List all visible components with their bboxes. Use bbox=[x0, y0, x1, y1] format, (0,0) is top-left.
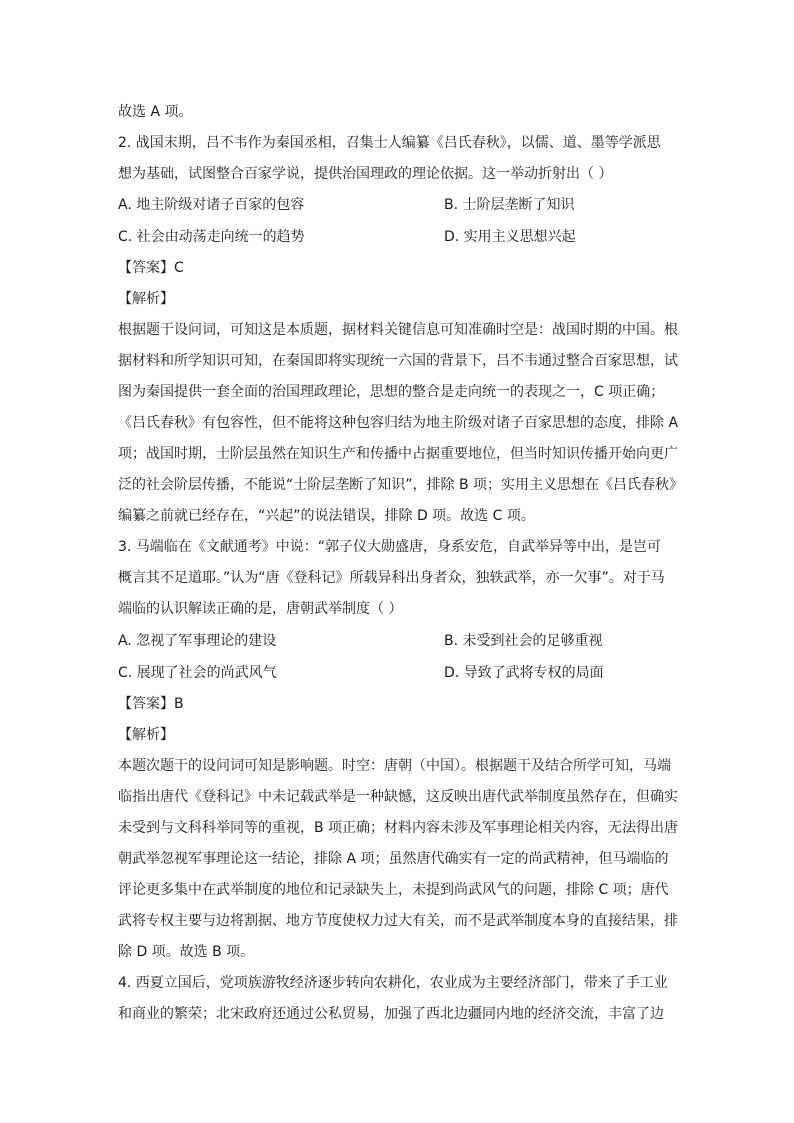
option-a: A. 地主阶级对诸子百家的包容 bbox=[118, 197, 305, 213]
analysis-label: 【解析】 bbox=[118, 291, 174, 307]
text-line: 据材料和所学知识可知，在秦国即将实现统一六国的背景下，吕不韦通过整合百家思想，试 bbox=[118, 353, 678, 369]
question-3-stem: 端临的认识解读正确的是，唐朝武举制度（ ） bbox=[118, 601, 403, 617]
text-line: 《吕氏春秋》有包容性，但不能将这种包容归结为地主阶级对诸子百家思想的态度，排除 A bbox=[118, 415, 679, 431]
question-4-stem: 4. 西夏立国后，党项族游牧经济逐步转向农耕化，农业成为主要经济部门，带来了手工业 bbox=[118, 975, 668, 991]
text-line: 泛的社会阶层传播，不能说“士阶层垄断了知识”，排除 B 项；实用主义思想在《吕氏春秋》 bbox=[118, 477, 684, 493]
option-d: D. 实用主义思想兴起 bbox=[444, 229, 576, 245]
text-line: 武将专权主要与边将割据、地方节度使权力过大有关，而不是武举制度本身的直接结果，排 bbox=[118, 913, 678, 929]
option-b: B. 士阶层垄断了知识 bbox=[444, 197, 575, 213]
text-line: 图为秦国提供一套全面的治国理政理论，思想的整合是走向统一的表现之一，C 项正确； bbox=[118, 384, 665, 400]
text-line: 未受到与文科科举同等的重视，B 项正确；材料内容未涉及军事理论相关内容，无法得出唐 bbox=[118, 820, 679, 836]
question-4-stem: 和商业的繁荣；北宋政府还通过公私贸易，加强了西北边疆同内地的经济交流，丰富了边 bbox=[118, 1006, 664, 1022]
option-a: A. 忽视了军事理论的建设 bbox=[118, 633, 277, 649]
text-line: 项；战国时期，士阶层虽然在知识生产和传播中占据重要地位，但当时知识传播开始向更广 bbox=[118, 446, 678, 462]
text-line: 故选 A 项。 bbox=[118, 104, 193, 120]
text-line: 除 D 项。故选 B 项。 bbox=[118, 944, 255, 960]
question-3-stem: 概言其不足道耶。”认为“唐《登科记》所载异科出身者众，独轶武举，亦一欠事”。对于马 bbox=[118, 570, 665, 586]
text-line: 临指出唐代《登科记》中未记载武举是一种缺憾，这反映出唐代武举制度虽然存在，但确实 bbox=[118, 789, 678, 805]
answer-label: 【答案】C bbox=[118, 260, 184, 276]
question-3-stem: 3. 马端临在《文献通考》中说：“郭子仪大勋盛唐，身系安危，自武举异等中出，是岂可 bbox=[118, 539, 662, 555]
text-line: 根据题干设问词，可知这是本质题，据材料关键信息可知准确时空是：战国时期的中国。根 bbox=[118, 322, 678, 338]
answer-label: 【答案】B bbox=[118, 696, 184, 712]
option-b: B. 未受到社会的足够重视 bbox=[444, 633, 603, 649]
option-d: D. 导致了武将专权的局面 bbox=[444, 665, 604, 681]
text-line: 评论更多集中在武举制度的地位和记录缺失上，未提到尚武风气的问题，排除 C 项；唐代 bbox=[118, 882, 669, 898]
text-line: 编纂之前就已经存在，“兴起”的说法错误，排除 D 项。故选 C 项。 bbox=[118, 508, 535, 524]
text-line: 朝武举忽视军事理论这一结论，排除 A 项；虽然唐代确实有一定的尚武精神，但马端临的 bbox=[118, 851, 669, 867]
question-2-stem: 2. 战国末期，吕不韦作为秦国丞相，召集士人编纂《吕氏春秋》，以儒、道、墨等学派思 bbox=[118, 135, 661, 151]
option-c: C. 社会由动荡走向统一的趋势 bbox=[118, 229, 305, 245]
option-c: C. 展现了社会的尚武风气 bbox=[118, 665, 277, 681]
text-line: 本题次题干的设问词可知是影响题。时空：唐朝（中国）。根据题干及结合所学可知，马端 bbox=[118, 758, 671, 774]
question-2-stem: 想为基础，试图整合百家学说，提供治国理政的理论依据。这一举动折射出（ ） bbox=[118, 166, 613, 182]
analysis-label: 【解析】 bbox=[118, 727, 174, 743]
